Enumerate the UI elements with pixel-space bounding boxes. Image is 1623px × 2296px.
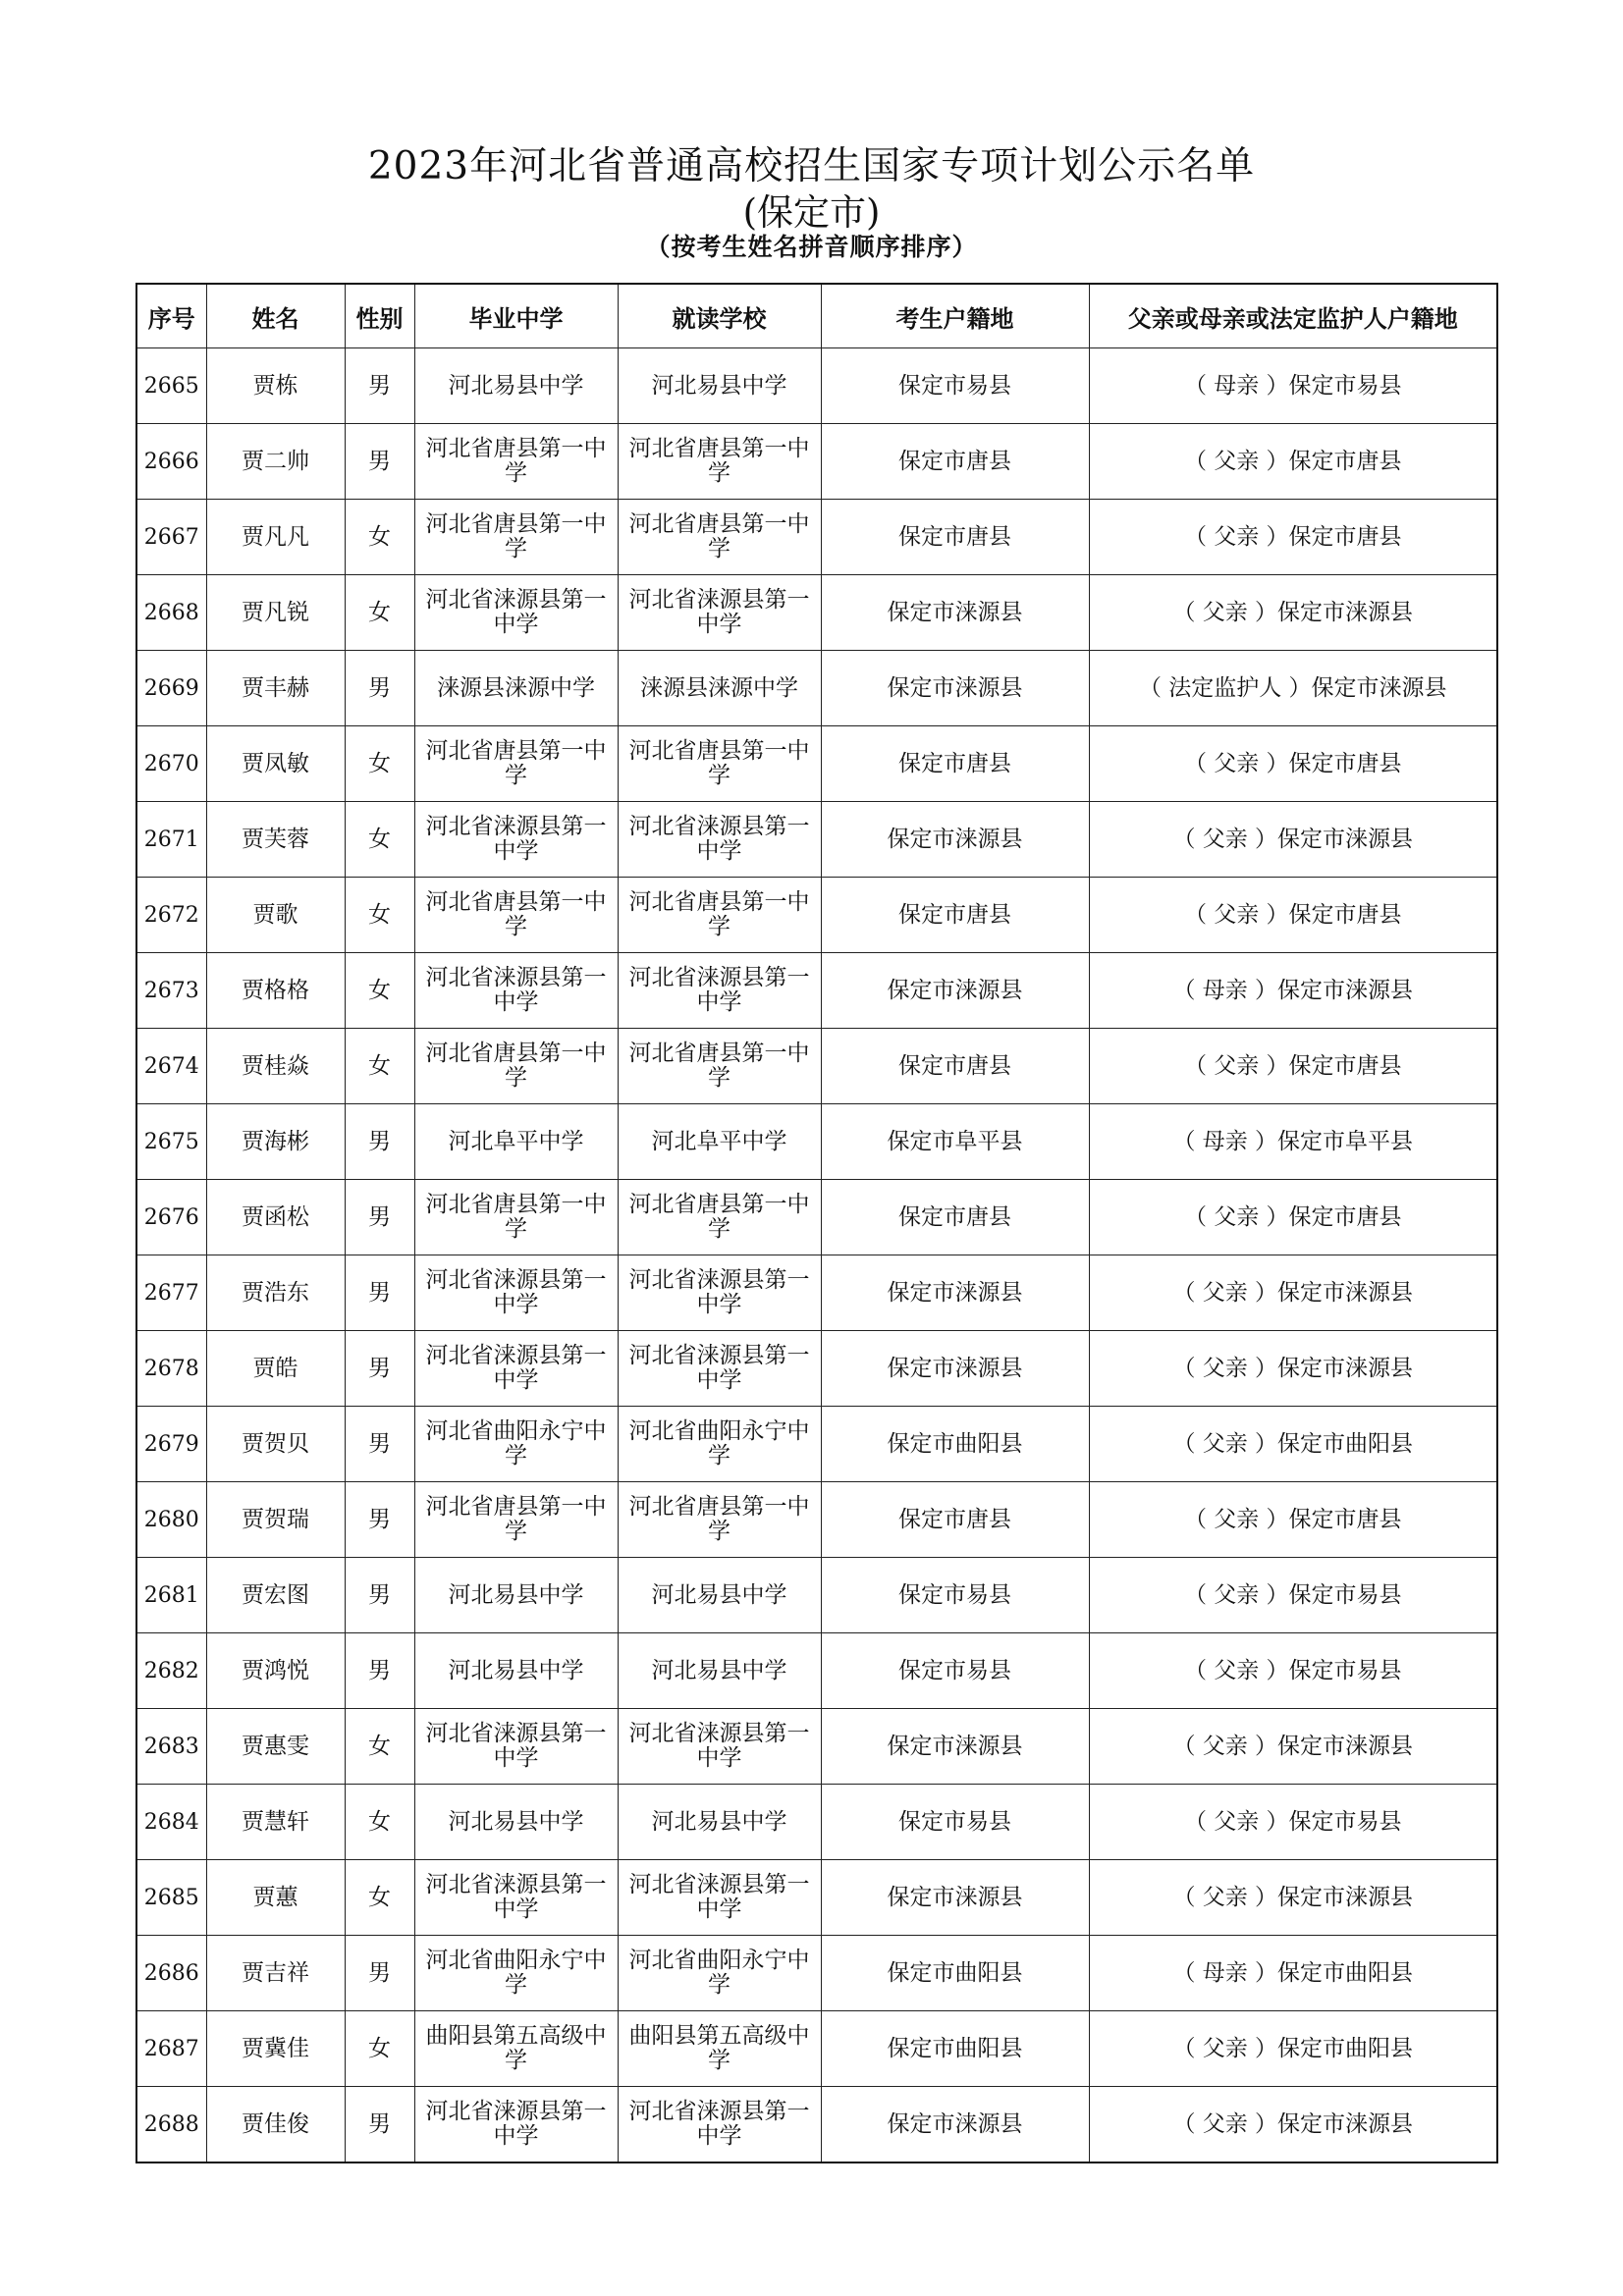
table-row [136, 424, 1497, 500]
table-row [136, 1633, 1497, 1709]
cell-current-school: 河北易县中学 [618, 348, 821, 424]
cell-name: 贾格格 [206, 953, 345, 1029]
table-row [136, 651, 1497, 726]
cell-index: 2677 [136, 1255, 206, 1331]
cell-guardian-registration: （ 母亲 ）保定市阜平县 [1089, 1104, 1497, 1180]
table-row [136, 1860, 1497, 1936]
table-row [136, 1255, 1497, 1331]
cell-household-registration: 保定市涞源县 [821, 953, 1089, 1029]
cell-household-registration: 保定市曲阳县 [821, 1407, 1089, 1482]
cell-gender: 女 [345, 1860, 414, 1936]
cell-graduated-school: 河北省涞源县第一中学 [414, 1255, 618, 1331]
column-header-gender: 性别 [345, 284, 414, 348]
cell-guardian-registration: （ 父亲 ）保定市易县 [1089, 1785, 1497, 1860]
cell-current-school: 河北省涞源县第一中学 [618, 1709, 821, 1785]
cell-graduated-school: 河北省曲阳永宁中学 [414, 1936, 618, 2011]
cell-graduated-school: 河北省涞源县第一中学 [414, 2087, 618, 2163]
cell-name: 贾凡锐 [206, 575, 345, 651]
cell-gender: 男 [345, 348, 414, 424]
cell-gender: 女 [345, 1709, 414, 1785]
cell-graduated-school: 河北省涞源县第一中学 [414, 1860, 618, 1936]
cell-gender: 男 [345, 1104, 414, 1180]
admission-list-table [135, 283, 1498, 2163]
cell-gender: 女 [345, 2011, 414, 2087]
cell-guardian-registration: （ 母亲 ）保定市易县 [1089, 348, 1497, 424]
cell-index: 2670 [136, 726, 206, 802]
column-header-name: 姓名 [206, 284, 345, 348]
cell-name: 贾皓 [206, 1331, 345, 1407]
cell-graduated-school: 河北易县中学 [414, 1558, 618, 1633]
cell-graduated-school: 河北省涞源县第一中学 [414, 953, 618, 1029]
cell-current-school: 河北省唐县第一中学 [618, 500, 821, 575]
cell-gender: 男 [345, 1482, 414, 1558]
cell-guardian-registration: （ 父亲 ）保定市易县 [1089, 1633, 1497, 1709]
table-row [136, 1331, 1497, 1407]
cell-name: 贾冀佳 [206, 2011, 345, 2087]
column-header-graduated-school: 毕业中学 [414, 284, 618, 348]
cell-current-school: 河北省曲阳永宁中学 [618, 1407, 821, 1482]
cell-guardian-registration: （ 父亲 ）保定市唐县 [1089, 1180, 1497, 1255]
column-header-index: 序号 [136, 284, 206, 348]
document-subtitle: (保定市) [742, 191, 881, 234]
cell-name: 贾佳俊 [206, 2087, 345, 2163]
cell-gender: 男 [345, 651, 414, 726]
cell-household-registration: 保定市涞源县 [821, 1255, 1089, 1331]
cell-name: 贾歌 [206, 878, 345, 953]
table-header-row [136, 284, 1497, 348]
table-row [136, 348, 1497, 424]
cell-household-registration: 保定市唐县 [821, 1180, 1089, 1255]
document-title: 2023年河北省普通高校招生国家专项计划公示名单 [367, 144, 1256, 188]
cell-guardian-registration: （ 父亲 ）保定市涞源县 [1089, 1709, 1497, 1785]
cell-household-registration: 保定市涞源县 [821, 802, 1089, 878]
cell-household-registration: 保定市唐县 [821, 726, 1089, 802]
cell-index: 2681 [136, 1558, 206, 1633]
cell-gender: 男 [345, 1331, 414, 1407]
cell-household-registration: 保定市易县 [821, 1785, 1089, 1860]
cell-household-registration: 保定市涞源县 [821, 1331, 1089, 1407]
cell-current-school: 河北省唐县第一中学 [618, 1482, 821, 1558]
cell-name: 贾宏图 [206, 1558, 345, 1633]
table-row [136, 575, 1497, 651]
cell-household-registration: 保定市涞源县 [821, 575, 1089, 651]
cell-household-registration: 保定市唐县 [821, 500, 1089, 575]
cell-index: 2672 [136, 878, 206, 953]
cell-current-school: 涞源县涞源中学 [618, 651, 821, 726]
cell-graduated-school: 河北易县中学 [414, 1633, 618, 1709]
cell-graduated-school: 河北省唐县第一中学 [414, 1482, 618, 1558]
cell-index: 2678 [136, 1331, 206, 1407]
cell-guardian-registration: （ 父亲 ）保定市涞源县 [1089, 2087, 1497, 2163]
cell-graduated-school: 河北省曲阳永宁中学 [414, 1407, 618, 1482]
cell-current-school: 河北省唐县第一中学 [618, 1029, 821, 1104]
cell-current-school: 河北省涞源县第一中学 [618, 2087, 821, 2163]
cell-guardian-registration: （ 父亲 ）保定市曲阳县 [1089, 2011, 1497, 2087]
table-row [136, 953, 1497, 1029]
cell-graduated-school: 河北省涞源县第一中学 [414, 1709, 618, 1785]
column-header-current-school: 就读学校 [618, 284, 821, 348]
cell-household-registration: 保定市曲阳县 [821, 2011, 1089, 2087]
cell-gender: 男 [345, 1936, 414, 2011]
cell-household-registration: 保定市曲阳县 [821, 1936, 1089, 2011]
cell-gender: 女 [345, 575, 414, 651]
table-row [136, 2087, 1497, 2163]
cell-graduated-school: 河北易县中学 [414, 1785, 618, 1860]
cell-guardian-registration: （ 父亲 ）保定市唐县 [1089, 424, 1497, 500]
cell-graduated-school: 河北省唐县第一中学 [414, 1029, 618, 1104]
cell-guardian-registration: （ 父亲 ）保定市涞源县 [1089, 1255, 1497, 1331]
cell-household-registration: 保定市易县 [821, 1558, 1089, 1633]
cell-name: 贾贺瑞 [206, 1482, 345, 1558]
cell-gender: 女 [345, 1029, 414, 1104]
cell-household-registration: 保定市唐县 [821, 1482, 1089, 1558]
cell-current-school: 河北易县中学 [618, 1785, 821, 1860]
cell-graduated-school: 河北省唐县第一中学 [414, 424, 618, 500]
cell-graduated-school: 河北省唐县第一中学 [414, 1180, 618, 1255]
cell-gender: 男 [345, 1180, 414, 1255]
cell-current-school: 河北省涞源县第一中学 [618, 953, 821, 1029]
table-row [136, 878, 1497, 953]
table-row [136, 1558, 1497, 1633]
cell-name: 贾凡凡 [206, 500, 345, 575]
cell-gender: 男 [345, 2087, 414, 2163]
table-row [136, 1785, 1497, 1860]
table-row [136, 1029, 1497, 1104]
cell-guardian-registration: （ 父亲 ）保定市涞源县 [1089, 1331, 1497, 1407]
table-body [136, 348, 1497, 2163]
cell-household-registration: 保定市唐县 [821, 1029, 1089, 1104]
cell-gender: 男 [345, 1255, 414, 1331]
cell-index: 2683 [136, 1709, 206, 1785]
cell-guardian-registration: （ 父亲 ）保定市涞源县 [1089, 802, 1497, 878]
cell-index: 2673 [136, 953, 206, 1029]
cell-gender: 女 [345, 802, 414, 878]
cell-gender: 女 [345, 878, 414, 953]
cell-name: 贾鸿悦 [206, 1633, 345, 1709]
cell-current-school: 河北省涞源县第一中学 [618, 802, 821, 878]
cell-name: 贾凤敏 [206, 726, 345, 802]
cell-current-school: 河北易县中学 [618, 1633, 821, 1709]
cell-current-school: 河北省涞源县第一中学 [618, 575, 821, 651]
cell-household-registration: 保定市唐县 [821, 878, 1089, 953]
cell-index: 2669 [136, 651, 206, 726]
cell-index: 2687 [136, 2011, 206, 2087]
cell-current-school: 河北省涞源县第一中学 [618, 1331, 821, 1407]
cell-gender: 女 [345, 726, 414, 802]
cell-household-registration: 保定市易县 [821, 1633, 1089, 1709]
cell-household-registration: 保定市涞源县 [821, 651, 1089, 726]
table-row [136, 726, 1497, 802]
cell-household-registration: 保定市涞源县 [821, 1860, 1089, 1936]
cell-household-registration: 保定市易县 [821, 348, 1089, 424]
cell-guardian-registration: （ 父亲 ）保定市曲阳县 [1089, 1407, 1497, 1482]
cell-name: 贾芙蓉 [206, 802, 345, 878]
cell-name: 贾二帅 [206, 424, 345, 500]
cell-name: 贾浩东 [206, 1255, 345, 1331]
table-row [136, 1709, 1497, 1785]
cell-index: 2675 [136, 1104, 206, 1180]
table-row [136, 500, 1497, 575]
cell-index: 2680 [136, 1482, 206, 1558]
cell-name: 贾贺贝 [206, 1407, 345, 1482]
cell-graduated-school: 河北易县中学 [414, 348, 618, 424]
table-row [136, 1180, 1497, 1255]
cell-index: 2667 [136, 500, 206, 575]
cell-name: 贾蕙 [206, 1860, 345, 1936]
cell-gender: 女 [345, 1785, 414, 1860]
cell-name: 贾惠雯 [206, 1709, 345, 1785]
sort-note: （按考生姓名拼音顺序排序） [645, 233, 978, 261]
cell-current-school: 河北省唐县第一中学 [618, 726, 821, 802]
cell-index: 2668 [136, 575, 206, 651]
cell-guardian-registration: （ 法定监护人 ）保定市涞源县 [1089, 651, 1497, 726]
cell-guardian-registration: （ 父亲 ）保定市唐县 [1089, 878, 1497, 953]
cell-current-school: 河北省涞源县第一中学 [618, 1255, 821, 1331]
cell-index: 2666 [136, 424, 206, 500]
cell-current-school: 河北省唐县第一中学 [618, 424, 821, 500]
column-header-household-registration: 考生户籍地 [821, 284, 1089, 348]
table-row [136, 1936, 1497, 2011]
cell-graduated-school: 河北省涞源县第一中学 [414, 802, 618, 878]
cell-guardian-registration: （ 父亲 ）保定市唐县 [1089, 1029, 1497, 1104]
cell-name: 贾慧轩 [206, 1785, 345, 1860]
cell-graduated-school: 河北省涞源县第一中学 [414, 575, 618, 651]
column-header-guardian-registration: 父亲或母亲或法定监护人户籍地 [1089, 284, 1497, 348]
cell-gender: 男 [345, 1558, 414, 1633]
table-row [136, 1482, 1497, 1558]
cell-household-registration: 保定市涞源县 [821, 2087, 1089, 2163]
cell-graduated-school: 曲阳县第五高级中学 [414, 2011, 618, 2087]
cell-gender: 女 [345, 953, 414, 1029]
cell-name: 贾桂焱 [206, 1029, 345, 1104]
cell-graduated-school: 河北省唐县第一中学 [414, 878, 618, 953]
cell-household-registration: 保定市阜平县 [821, 1104, 1089, 1180]
cell-current-school: 河北易县中学 [618, 1558, 821, 1633]
cell-guardian-registration: （ 父亲 ）保定市唐县 [1089, 726, 1497, 802]
table-row [136, 2011, 1497, 2087]
cell-current-school: 河北省涞源县第一中学 [618, 1860, 821, 1936]
cell-index: 2682 [136, 1633, 206, 1709]
cell-current-school: 河北省曲阳永宁中学 [618, 1936, 821, 2011]
cell-graduated-school: 河北省唐县第一中学 [414, 500, 618, 575]
cell-current-school: 曲阳县第五高级中学 [618, 2011, 821, 2087]
cell-graduated-school: 河北省涞源县第一中学 [414, 1331, 618, 1407]
cell-gender: 男 [345, 1633, 414, 1709]
cell-household-registration: 保定市涞源县 [821, 1709, 1089, 1785]
cell-index: 2679 [136, 1407, 206, 1482]
cell-guardian-registration: （ 父亲 ）保定市涞源县 [1089, 575, 1497, 651]
cell-current-school: 河北省唐县第一中学 [618, 878, 821, 953]
cell-graduated-school: 涞源县涞源中学 [414, 651, 618, 726]
cell-name: 贾吉祥 [206, 1936, 345, 2011]
cell-name: 贾栋 [206, 348, 345, 424]
cell-household-registration: 保定市唐县 [821, 424, 1089, 500]
cell-guardian-registration: （ 父亲 ）保定市易县 [1089, 1558, 1497, 1633]
cell-index: 2665 [136, 348, 206, 424]
cell-guardian-registration: （ 母亲 ）保定市涞源县 [1089, 953, 1497, 1029]
cell-guardian-registration: （ 父亲 ）保定市唐县 [1089, 500, 1497, 575]
cell-index: 2674 [136, 1029, 206, 1104]
cell-index: 2688 [136, 2087, 206, 2163]
cell-graduated-school: 河北省唐县第一中学 [414, 726, 618, 802]
cell-index: 2685 [136, 1860, 206, 1936]
cell-guardian-registration: （ 父亲 ）保定市唐县 [1089, 1482, 1497, 1558]
cell-gender: 女 [345, 500, 414, 575]
cell-index: 2676 [136, 1180, 206, 1255]
cell-name: 贾丰赫 [206, 651, 345, 726]
table-row [136, 1407, 1497, 1482]
table-row [136, 802, 1497, 878]
cell-index: 2671 [136, 802, 206, 878]
cell-current-school: 河北阜平中学 [618, 1104, 821, 1180]
cell-graduated-school: 河北阜平中学 [414, 1104, 618, 1180]
cell-gender: 男 [345, 424, 414, 500]
cell-name: 贾海彬 [206, 1104, 345, 1180]
cell-guardian-registration: （ 母亲 ）保定市曲阳县 [1089, 1936, 1497, 2011]
cell-index: 2686 [136, 1936, 206, 2011]
cell-guardian-registration: （ 父亲 ）保定市涞源县 [1089, 1860, 1497, 1936]
table-row [136, 1104, 1497, 1180]
cell-name: 贾函松 [206, 1180, 345, 1255]
cell-index: 2684 [136, 1785, 206, 1860]
cell-current-school: 河北省唐县第一中学 [618, 1180, 821, 1255]
cell-gender: 男 [345, 1407, 414, 1482]
